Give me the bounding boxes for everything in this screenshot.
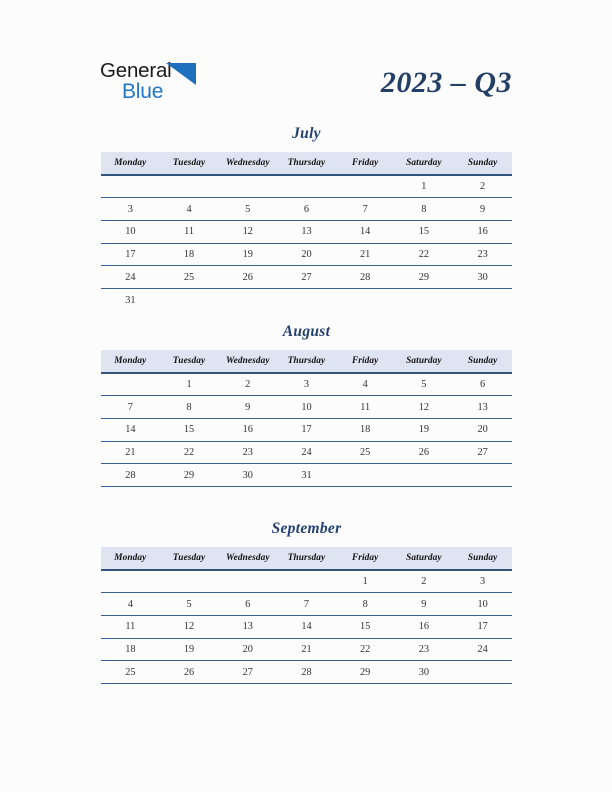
calendar-day-cell[interactable]: 20 <box>453 418 512 441</box>
weekday-header-monday: Monday <box>101 350 160 373</box>
calendar-day-cell[interactable]: 21 <box>336 243 395 266</box>
calendar-empty-cell <box>101 175 160 198</box>
weekday-header-saturday: Saturday <box>395 152 454 175</box>
calendar-table-august <box>101 350 512 487</box>
weekday-header-tuesday: Tuesday <box>160 350 219 373</box>
calendar-day-cell[interactable]: 27 <box>453 441 512 464</box>
calendar-day-cell[interactable]: 21 <box>277 638 336 661</box>
calendar-day-cell[interactable]: 15 <box>395 220 454 243</box>
calendar-day-cell[interactable]: 18 <box>160 243 219 266</box>
calendar-table-september <box>101 547 512 684</box>
calendar-day-cell[interactable]: 8 <box>160 396 219 419</box>
calendar-day-cell[interactable]: 10 <box>453 593 512 616</box>
calendar-week-row <box>101 441 512 464</box>
calendar-day-cell[interactable]: 14 <box>277 615 336 638</box>
calendar-day-cell[interactable]: 22 <box>160 441 219 464</box>
calendar-week-row <box>101 570 512 593</box>
calendar-day-cell[interactable]: 2 <box>218 373 277 396</box>
calendar-day-cell[interactable]: 28 <box>277 661 336 684</box>
calendar-empty-cell <box>277 175 336 198</box>
weekday-header-saturday: Saturday <box>395 547 454 570</box>
calendar-day-cell[interactable]: 26 <box>218 266 277 289</box>
calendar-week-row <box>101 396 512 419</box>
calendar-empty-cell <box>160 175 219 198</box>
calendar-day-cell[interactable]: 23 <box>395 638 454 661</box>
calendar-day-cell[interactable]: 18 <box>101 638 160 661</box>
calendar-day-cell[interactable]: 9 <box>453 198 512 221</box>
page-title: 2023 – Q3 <box>380 66 512 99</box>
logo-text-general: General <box>100 59 172 82</box>
logo-text-blue: Blue <box>122 80 164 103</box>
calendar-day-cell[interactable]: 16 <box>453 220 512 243</box>
month-section-august <box>101 322 512 487</box>
calendar-day-cell[interactable]: 6 <box>277 198 336 221</box>
calendar-day-cell[interactable]: 2 <box>395 570 454 593</box>
calendar-day-cell[interactable]: 24 <box>453 638 512 661</box>
calendar-week-row <box>101 615 512 638</box>
calendar-day-cell[interactable]: 11 <box>101 615 160 638</box>
calendar-day-cell[interactable]: 12 <box>160 615 219 638</box>
month-title: August <box>282 323 331 340</box>
weekday-header-thursday: Thursday <box>277 152 336 175</box>
weekday-header-friday: Friday <box>336 152 395 175</box>
calendar-day-cell[interactable]: 16 <box>218 418 277 441</box>
calendar-day-cell[interactable]: 24 <box>101 266 160 289</box>
calendar-day-cell[interactable]: 24 <box>277 441 336 464</box>
calendar-day-cell[interactable]: 13 <box>277 220 336 243</box>
month-section-july <box>101 124 512 311</box>
calendar-day-cell[interactable]: 26 <box>160 661 219 684</box>
calendar-day-cell[interactable]: 7 <box>336 198 395 221</box>
calendar-week-row <box>101 288 512 311</box>
calendar-day-cell[interactable]: 22 <box>336 638 395 661</box>
calendar-day-cell[interactable]: 31 <box>125 294 136 306</box>
calendar-day-cell[interactable]: 6 <box>453 373 512 396</box>
calendar-day-cell[interactable]: 3 <box>277 373 336 396</box>
calendar-empty-cell <box>160 570 219 593</box>
calendar-day-cell[interactable]: 8 <box>395 198 454 221</box>
calendar-week-row <box>101 373 512 396</box>
calendar-empty-cell <box>453 464 512 487</box>
calendar-day-cell[interactable]: 18 <box>336 418 395 441</box>
weekday-header-friday: Friday <box>336 350 395 373</box>
calendar-day-cell[interactable]: 3 <box>101 198 160 221</box>
calendar-day-cell[interactable]: 5 <box>395 373 454 396</box>
brand-logo[interactable] <box>100 60 198 106</box>
calendar-day-cell[interactable]: 11 <box>336 396 395 419</box>
calendar-day-cell[interactable]: 2 <box>453 175 512 198</box>
calendar-day-cell[interactable]: 14 <box>101 418 160 441</box>
calendar-body <box>101 373 512 486</box>
calendar-week-row <box>101 243 512 266</box>
calendar-week-row <box>101 175 512 198</box>
calendar-empty-cell <box>395 288 454 311</box>
calendar-empty-cell <box>277 570 336 593</box>
calendar-day-cell[interactable]: 1 <box>395 175 454 198</box>
calendar-day-cell[interactable]: 25 <box>101 661 160 684</box>
calendar-day-cell[interactable]: 10 <box>277 396 336 419</box>
calendar-week-row <box>101 661 512 684</box>
calendar-empty-cell <box>336 464 395 487</box>
calendar-empty-cell <box>218 288 277 311</box>
calendar-empty-cell <box>160 288 219 311</box>
calendar-day-cell[interactable]: 17 <box>101 243 160 266</box>
calendar-day-cell[interactable]: 25 <box>160 266 219 289</box>
page-header <box>0 52 612 114</box>
calendar-day-cell[interactable]: 16 <box>395 615 454 638</box>
calendar-day-cell[interactable]: 27 <box>218 661 277 684</box>
calendar-day-cell[interactable]: 20 <box>277 243 336 266</box>
calendar-empty-cell <box>336 288 395 311</box>
calendar-week-row <box>101 266 512 289</box>
calendar-day-cell[interactable]: 28 <box>336 266 395 289</box>
calendar-day-cell[interactable]: 19 <box>218 243 277 266</box>
calendar-day-cell[interactable]: 30 <box>453 266 512 289</box>
calendar-empty-cell <box>395 464 454 487</box>
calendar-empty-cell <box>101 570 160 593</box>
calendar-day-cell[interactable]: 15 <box>160 418 219 441</box>
calendar-body <box>101 570 512 683</box>
calendar-day-cell[interactable]: 29 <box>160 464 219 487</box>
calendar-day-cell[interactable]: 12 <box>218 220 277 243</box>
calendar-day-cell[interactable]: 29 <box>336 661 395 684</box>
calendar-table-july <box>101 152 512 311</box>
calendar-week-row <box>101 593 512 616</box>
weekday-header-monday: Monday <box>101 547 160 570</box>
calendar-day-cell[interactable]: 12 <box>395 396 454 419</box>
calendar-day-cell[interactable]: 4 <box>101 593 160 616</box>
calendar-day-cell[interactable]: 7 <box>101 396 160 419</box>
calendar-day-cell[interactable]: 20 <box>218 638 277 661</box>
calendar-day-cell[interactable]: 28 <box>101 464 160 487</box>
calendar-empty-cell <box>336 175 395 198</box>
calendar-day-cell[interactable]: 4 <box>336 373 395 396</box>
calendar-day-cell[interactable]: 7 <box>277 593 336 616</box>
calendar-day-cell[interactable]: 25 <box>336 441 395 464</box>
weekday-header-thursday: Thursday <box>277 350 336 373</box>
calendar-day-cell[interactable]: 23 <box>453 243 512 266</box>
month-title: July <box>292 125 321 142</box>
weekday-header-saturday: Saturday <box>395 350 454 373</box>
calendar-day-cell[interactable]: 13 <box>218 615 277 638</box>
weekday-header-monday: Monday <box>101 152 160 175</box>
calendar-day-cell[interactable]: 9 <box>395 593 454 616</box>
calendar-day-cell[interactable]: 22 <box>395 243 454 266</box>
weekday-header-wednesday: Wednesday <box>218 152 277 175</box>
weekday-header-sunday: Sunday <box>453 350 512 373</box>
weekday-header-friday: Friday <box>336 547 395 570</box>
calendar-week-row <box>101 638 512 661</box>
calendar-day-cell[interactable]: 10 <box>101 220 160 243</box>
calendar-day-cell[interactable]: 17 <box>277 418 336 441</box>
triangle-icon <box>166 63 196 85</box>
calendar-day-cell[interactable]: 19 <box>395 418 454 441</box>
calendar-day-cell[interactable]: 13 <box>453 396 512 419</box>
calendar-week-row <box>101 198 512 221</box>
calendar-day-cell[interactable]: 21 <box>101 441 160 464</box>
weekday-header-sunday: Sunday <box>453 152 512 175</box>
calendar-day-cell[interactable]: 30 <box>218 464 277 487</box>
calendar-empty-cell <box>453 288 512 311</box>
calendar-empty-cell <box>218 175 277 198</box>
weekday-header-thursday: Thursday <box>277 547 336 570</box>
month-section-september <box>101 519 512 684</box>
calendar-day-cell[interactable]: 23 <box>218 441 277 464</box>
calendar-day-cell[interactable]: 15 <box>336 615 395 638</box>
weekday-header-row <box>101 152 512 175</box>
calendar-day-cell[interactable]: 8 <box>336 593 395 616</box>
calendar-week-row <box>101 220 512 243</box>
calendar-week-row <box>101 418 512 441</box>
calendar-empty-cell <box>453 661 512 684</box>
calendar-day-cell[interactable]: 30 <box>395 661 454 684</box>
calendar-day-cell[interactable]: 26 <box>395 441 454 464</box>
calendar-day-cell[interactable]: 3 <box>453 570 512 593</box>
calendar-day-cell[interactable]: 4 <box>160 198 219 221</box>
calendar-day-cell[interactable]: 27 <box>277 266 336 289</box>
weekday-header-wednesday: Wednesday <box>218 547 277 570</box>
weekday-header-row <box>101 547 512 570</box>
calendar-day-cell[interactable]: 6 <box>218 593 277 616</box>
weekday-header-tuesday: Tuesday <box>160 152 219 175</box>
weekday-header-wednesday: Wednesday <box>218 350 277 373</box>
month-title: September <box>271 520 342 537</box>
calendar-day-cell[interactable]: 14 <box>336 220 395 243</box>
calendar-week-row <box>101 464 512 487</box>
calendar-day-cell[interactable]: 29 <box>395 266 454 289</box>
calendar-day-cell[interactable]: 31 <box>277 464 336 487</box>
weekday-header-sunday: Sunday <box>453 547 512 570</box>
calendar-day-cell[interactable]: 5 <box>218 198 277 221</box>
calendar-day-cell[interactable]: 1 <box>336 570 395 593</box>
calendar-empty-cell <box>101 373 160 396</box>
calendar-day-cell[interactable]: 9 <box>218 396 277 419</box>
calendar-body <box>101 175 512 311</box>
calendar-day-cell[interactable]: 11 <box>160 220 219 243</box>
calendar-day-cell[interactable]: 1 <box>160 373 219 396</box>
calendar-empty-cell <box>218 570 277 593</box>
weekday-header-row <box>101 350 512 373</box>
calendar-day-cell[interactable]: 17 <box>453 615 512 638</box>
calendar-empty-cell <box>277 288 336 311</box>
calendar-day-cell[interactable]: 5 <box>160 593 219 616</box>
weekday-header-tuesday: Tuesday <box>160 547 219 570</box>
calendar-day-cell[interactable]: 19 <box>160 638 219 661</box>
